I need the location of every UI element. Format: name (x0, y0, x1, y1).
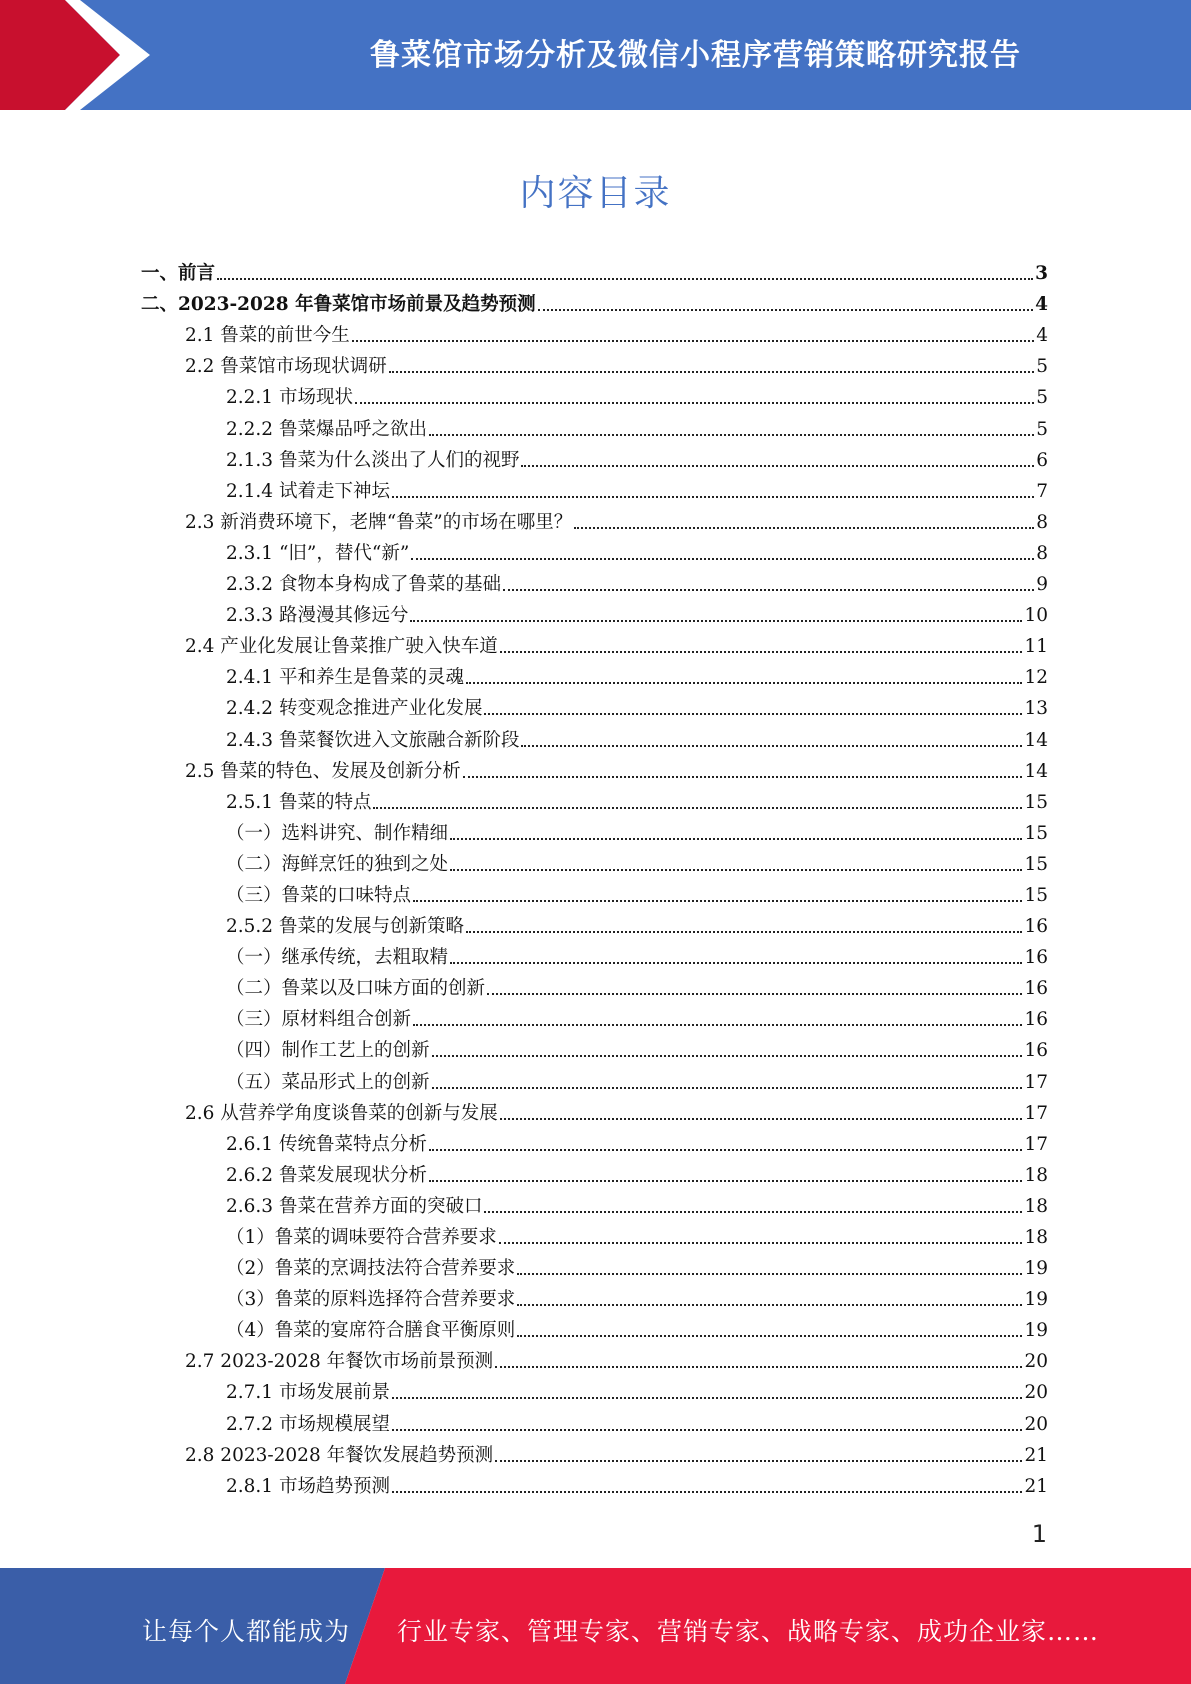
toc-entry-page: 20 (1024, 1351, 1048, 1373)
toc-entry[interactable] (0, 1094, 1191, 1125)
toc-entry[interactable] (0, 1000, 1191, 1031)
dot-leader (217, 278, 1033, 280)
toc-entry[interactable] (0, 627, 1191, 658)
toc-entry[interactable] (0, 1280, 1191, 1311)
toc-entry-page: 4 (1035, 294, 1048, 316)
toc-entry-page: 19 (1024, 1320, 1048, 1342)
dot-leader (429, 1180, 1022, 1182)
toc-entry-label: 2.3 新消费环境下，老牌“鲁菜”的市场在哪里？ (185, 511, 573, 533)
dot-leader (392, 1397, 1022, 1399)
dot-leader (521, 465, 1034, 467)
toc-entry-page: 18 (1024, 1227, 1048, 1248)
toc-entry[interactable] (0, 472, 1191, 503)
toc-entry-label: （2）鲁菜的烹调技法符合营养要求 (226, 1258, 516, 1280)
dot-leader (373, 807, 1022, 809)
toc-entry-page: 20 (1024, 1413, 1048, 1435)
toc-entry[interactable] (0, 378, 1191, 409)
report-title: 鲁菜馆市场分析及微信小程序营销策略研究报告 (370, 38, 1021, 73)
toc-entry-label: 2.7.1 市场发展前景 (226, 1382, 390, 1404)
toc-entry-page: 4 (1036, 325, 1048, 347)
toc-entry-label: （一）继承传统，去粗取精 (226, 947, 449, 969)
toc-entry[interactable] (0, 783, 1191, 814)
dot-leader (466, 682, 1022, 684)
toc-entry-page: 17 (1024, 1133, 1048, 1155)
toc-entry[interactable] (0, 1373, 1191, 1404)
toc-entry-label: 2.4.1 平和养生是鲁菜的灵魂 (226, 667, 464, 689)
dot-leader (450, 869, 1022, 871)
toc-entry-label: （一）选料讲究、制作精细 (226, 822, 449, 844)
toc-entry-page: 5 (1036, 387, 1048, 409)
toc-entry[interactable] (0, 689, 1191, 720)
dot-leader (466, 931, 1022, 933)
toc-entry-page: 13 (1024, 698, 1048, 720)
toc-entry[interactable] (0, 1125, 1191, 1156)
toc-entry-page: 17 (1024, 1102, 1048, 1124)
toc-entry-page: 20 (1024, 1382, 1048, 1404)
toc-entry-label: 2.1 鲁菜的前世今生 (185, 325, 350, 347)
footer-slogan-left: 让每个人都能成为 (142, 1617, 351, 1646)
toc-entry-label: 2.1.3 鲁菜为什么淡出了人们的视野 (226, 449, 520, 471)
toc-entry-page: 14 (1024, 760, 1048, 782)
toc-entry[interactable] (0, 1467, 1191, 1498)
dot-leader (484, 1211, 1022, 1213)
dot-leader (410, 620, 1022, 622)
toc-entry[interactable] (0, 441, 1191, 472)
dot-leader (500, 1118, 1023, 1120)
toc-entry-label: 二、2023-2028 年鲁菜馆市场前景及趋势预测 (141, 294, 536, 316)
dot-leader (463, 776, 1023, 778)
toc-entry-page: 17 (1024, 1071, 1048, 1093)
toc-entry-label: （二）鲁菜以及口味方面的创新 (226, 978, 486, 1000)
toc-entry[interactable] (0, 409, 1191, 440)
dot-leader (503, 589, 1034, 591)
dot-leader (355, 402, 1034, 404)
toc-entry-page: 19 (1024, 1289, 1048, 1311)
dot-leader (413, 1024, 1022, 1026)
toc-entry-page: 21 (1024, 1475, 1048, 1497)
toc-entry[interactable] (0, 1156, 1191, 1187)
toc-entry-page: 16 (1024, 947, 1048, 969)
dot-leader (413, 900, 1022, 902)
dot-leader (392, 1429, 1022, 1431)
dot-leader (517, 1304, 1022, 1306)
toc-entry-page: 15 (1024, 822, 1048, 844)
toc-entry[interactable] (0, 1249, 1191, 1280)
toc-entry-page: 8 (1036, 511, 1048, 533)
footer-slogan-right: 行业专家、管理专家、营销专家、战略专家、成功企业家…… (397, 1617, 1100, 1646)
toc-entry-label: （1）鲁菜的调味要符合营养要求 (226, 1227, 497, 1248)
toc-entry-label: （4）鲁菜的宴席符合膳食平衡原则 (226, 1320, 516, 1342)
toc-entry-label: 2.3.3 路漫漫其修远兮 (226, 605, 409, 627)
toc-entry-label: 2.2.2 鲁菜爆品呼之欲出 (226, 418, 427, 440)
toc-heading: 内容目录 (519, 173, 672, 214)
dot-leader (484, 713, 1022, 715)
toc-entry-page: 15 (1024, 791, 1048, 813)
toc-entry-page: 5 (1036, 418, 1048, 440)
toc-entry-page: 19 (1024, 1258, 1048, 1280)
toc-entry-label: 2.5.1 鲁菜的特点 (226, 791, 372, 813)
toc-entry-page: 16 (1024, 916, 1048, 938)
toc-entry-page: 15 (1024, 853, 1048, 875)
toc-entry-label: 2.2.1 市场现状 (226, 387, 353, 409)
toc-entry-label: 2.5 鲁菜的特色、发展及创新分析 (185, 760, 461, 782)
dot-leader (392, 1491, 1022, 1493)
toc-entry-label: 2.6.2 鲁菜发展现状分析 (226, 1164, 427, 1186)
toc-entry[interactable] (0, 254, 1191, 285)
toc-entry-label: 2.2 鲁菜馆市场现状调研 (185, 356, 387, 378)
toc-entry-label: 2.7 2023-2028 年餐饮市场前景预测 (185, 1351, 494, 1373)
toc-entry-label: （3）鲁菜的原料选择符合营养要求 (226, 1289, 516, 1311)
toc-entry-page: 16 (1024, 1009, 1048, 1031)
toc-entry-page: 10 (1024, 605, 1048, 627)
toc-entry-page: 16 (1024, 978, 1048, 1000)
table-of-contents (0, 254, 1191, 1498)
toc-entry-label: （四）制作工艺上的创新 (226, 1040, 430, 1062)
toc-entry-label: （三）原材料组合创新 (226, 1009, 412, 1031)
red-arrow-decoration (0, 0, 160, 110)
toc-entry[interactable] (0, 752, 1191, 783)
toc-entry[interactable] (0, 1031, 1191, 1062)
toc-entry-label: 2.7.2 市场规模展望 (226, 1413, 390, 1435)
toc-entry-label: 2.6 从营养学角度谈鲁菜的创新与发展 (185, 1102, 498, 1124)
dot-leader (517, 1335, 1022, 1337)
dot-leader (517, 1273, 1022, 1275)
toc-entry-label: 2.8.1 市场趋势预测 (226, 1475, 390, 1497)
toc-entry[interactable] (0, 1062, 1191, 1093)
toc-entry[interactable] (0, 534, 1191, 565)
toc-entry-page: 21 (1024, 1444, 1048, 1466)
dot-leader (495, 1460, 1022, 1462)
toc-entry-label: （五）菜品形式上的创新 (226, 1071, 430, 1093)
dot-leader (432, 1055, 1023, 1057)
dot-leader (352, 340, 1034, 342)
toc-entry-label: 2.4 产业化发展让鲁菜推广驶入快车道 (185, 636, 498, 658)
dot-leader (392, 496, 1034, 498)
toc-entry-page: 18 (1024, 1195, 1048, 1217)
toc-entry-page: 18 (1024, 1164, 1048, 1186)
dot-leader (538, 309, 1034, 311)
dot-leader (411, 558, 1034, 560)
dot-leader (487, 993, 1022, 995)
toc-entry-label: 2.4.3 鲁菜餐饮进入文旅融合新阶段 (226, 729, 520, 751)
toc-entry[interactable] (0, 1342, 1191, 1373)
toc-entry[interactable] (0, 596, 1191, 627)
toc-entry-label: 2.6.3 鲁菜在营养方面的突破口 (226, 1195, 483, 1217)
toc-entry-page: 9 (1036, 574, 1048, 596)
toc-entry[interactable] (0, 720, 1191, 751)
dot-leader (450, 838, 1022, 840)
toc-entry-label: 2.6.1 传统鲁菜特点分析 (226, 1133, 427, 1155)
toc-entry[interactable] (0, 845, 1191, 876)
toc-entry-label: 2.8 2023-2028 年餐饮发展趋势预测 (185, 1444, 494, 1466)
dot-leader (499, 1242, 1023, 1244)
page-number: 1 (1031, 1520, 1047, 1548)
dot-leader (389, 371, 1034, 373)
dot-leader (429, 1149, 1022, 1151)
footer-banner (0, 1568, 1191, 1684)
dot-leader (429, 434, 1034, 436)
toc-entry-label: 2.3.1 “旧”，替代“新” (226, 542, 410, 564)
toc-entry[interactable] (0, 1311, 1191, 1342)
toc-entry[interactable] (0, 503, 1191, 534)
toc-entry[interactable] (0, 658, 1191, 689)
toc-entry[interactable] (0, 938, 1191, 969)
toc-entry-label: （三）鲁菜的口味特点 (226, 884, 412, 906)
toc-entry[interactable] (0, 814, 1191, 845)
toc-entry-page: 6 (1036, 449, 1048, 471)
dot-leader (432, 1087, 1023, 1089)
toc-entry[interactable] (0, 876, 1191, 907)
toc-entry[interactable] (0, 969, 1191, 1000)
dot-leader (574, 527, 1034, 529)
toc-entry-label: 2.5.2 鲁菜的发展与创新策略 (226, 916, 464, 938)
toc-entry-page: 3 (1035, 263, 1048, 285)
toc-entry[interactable] (0, 285, 1191, 316)
toc-entry-page: 16 (1024, 1040, 1048, 1062)
toc-entry-label: 2.1.4 试着走下神坛 (226, 480, 390, 502)
toc-entry-page: 14 (1024, 729, 1048, 751)
toc-entry-page: 8 (1036, 542, 1048, 564)
dot-leader (450, 962, 1022, 964)
toc-entry[interactable] (0, 1404, 1191, 1435)
dot-leader (500, 651, 1023, 653)
toc-entry[interactable] (0, 1187, 1191, 1218)
toc-entry-page: 7 (1036, 480, 1048, 502)
toc-entry[interactable] (0, 1436, 1191, 1467)
toc-entry-page: 15 (1024, 884, 1048, 906)
toc-entry-label: 2.3.2 食物本身构成了鲁菜的基础 (226, 574, 501, 596)
toc-entry[interactable] (0, 565, 1191, 596)
toc-entry-page: 11 (1024, 636, 1048, 658)
toc-entry[interactable] (0, 907, 1191, 938)
toc-entry[interactable] (0, 316, 1191, 347)
dot-leader (495, 1366, 1022, 1368)
toc-entry-page: 5 (1036, 356, 1048, 378)
header-banner (0, 0, 1191, 110)
toc-entry-label: 一、前言 (141, 263, 216, 285)
toc-entry-label: （二）海鲜烹饪的独到之处 (226, 853, 449, 875)
dot-leader (521, 745, 1022, 747)
toc-entry[interactable] (0, 347, 1191, 378)
toc-entry-label: 2.4.2 转变观念推进产业化发展 (226, 698, 483, 720)
toc-entry[interactable] (0, 1218, 1191, 1249)
toc-entry-page: 12 (1024, 667, 1048, 689)
